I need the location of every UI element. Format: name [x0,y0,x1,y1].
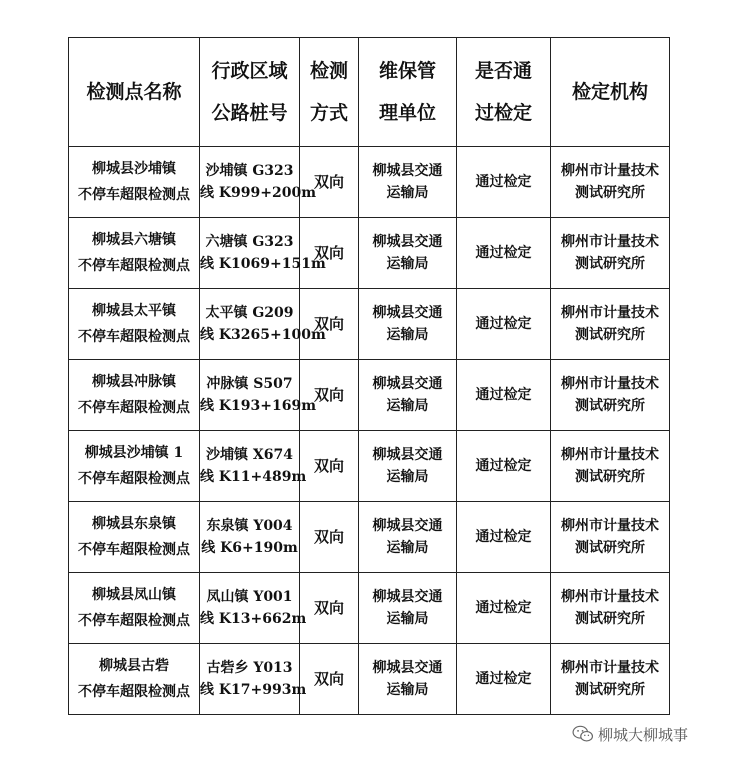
cell-station-name-line: 不停车超限检测点 [78,613,190,629]
table-row [69,147,670,218]
cell-agency [551,147,670,218]
cell-maintenance [359,502,457,573]
header-maintenance: 维保管 理单位 [359,38,457,147]
cell-maintenance-line: 柳城县交通 [372,376,443,392]
cell-agency [551,644,670,715]
cell-station-name [69,573,200,644]
cell-agency-line: 柳州市计量技术 [561,447,659,463]
cell-maintenance-line: 运输局 [386,540,429,556]
cell-station-name-line: 不停车超限检测点 [78,471,190,487]
header-method: 检测 方式 [300,38,359,147]
cell-passed: 通过检定 [457,218,551,289]
cell-station-name-line: 柳城县六塘镇 [92,232,176,248]
table-header-row [69,38,670,147]
header-agency: 检定机构 [551,38,670,147]
header-location: 行政区域 公路桩号 [200,38,300,147]
cell-agency-line: 测试研究所 [575,611,645,627]
cell-station-name-line: 不停车超限检测点 [78,684,190,700]
table-row [69,289,670,360]
cell-agency-line: 测试研究所 [575,327,645,343]
cell-agency-line: 柳州市计量技术 [561,234,659,250]
table-row [69,431,670,502]
cell-station-name-line: 柳城县古砦 [99,658,169,674]
cell-maintenance [359,218,457,289]
cell-passed: 通过检定 [457,289,551,360]
cell-agency-line: 测试研究所 [575,256,645,272]
cell-station-name [69,644,200,715]
wechat-icon [572,725,594,743]
cell-maintenance-line: 运输局 [386,327,429,343]
cell-maintenance-line: 运输局 [386,682,429,698]
cell-agency-line: 柳州市计量技术 [561,589,659,605]
cell-maintenance-line: 运输局 [386,469,429,485]
cell-passed: 通过检定 [457,147,551,218]
cell-location-line: 太平镇 G209 [205,305,294,321]
cell-method: 双向 [300,360,359,431]
cell-maintenance [359,289,457,360]
cell-passed: 通过检定 [457,431,551,502]
cell-station-name-line: 柳城县冲脉镇 [92,374,176,390]
cell-station-name-line: 不停车超限检测点 [78,542,190,558]
cell-location-line: 线 K11+489m [200,469,307,485]
cell-agency-line: 柳州市计量技术 [561,660,659,676]
cell-location-line: 线 K6+190m [201,540,298,556]
cell-location-line: 冲脉镇 S507 [206,376,293,392]
cell-station-name-line: 柳城县沙埔镇 [92,161,176,177]
cell-maintenance [359,573,457,644]
cell-location [200,289,326,360]
inspection-table [68,37,670,715]
cell-station-name [69,289,200,360]
watermark-text: 柳城大柳城事 [598,725,689,744]
cell-location-line: 六塘镇 G323 [205,234,294,250]
cell-location-line: 线 K13+662m [200,611,307,627]
cell-location-line: 沙埔镇 G323 [205,163,294,179]
cell-station-name-line: 柳城县沙埔镇 1 [84,445,184,461]
cell-location-line: 线 K193+169m [200,398,317,414]
table-row [69,644,670,715]
cell-passed: 通过检定 [457,644,551,715]
cell-agency-line: 柳州市计量技术 [561,518,659,534]
cell-location [200,147,317,218]
header-station-name: 检测点名称 [69,38,200,147]
cell-station-name [69,360,200,431]
cell-agency-line: 柳州市计量技术 [561,305,659,321]
cell-location-line: 线 K17+993m [200,682,307,698]
cell-station-name-line: 不停车超限检测点 [78,258,190,274]
cell-maintenance-line: 运输局 [386,611,429,627]
cell-location [200,644,307,715]
cell-maintenance-line: 柳城县交通 [372,163,443,179]
cell-maintenance-line: 运输局 [386,185,429,201]
cell-location-line: 东泉镇 Y004 [206,518,293,534]
cell-agency-line: 柳州市计量技术 [561,376,659,392]
cell-maintenance [359,147,457,218]
table-row [69,218,670,289]
cell-agency [551,431,670,502]
cell-station-name [69,218,200,289]
cell-location [200,502,300,573]
cell-station-name [69,502,200,573]
table-row [69,573,670,644]
cell-agency [551,218,670,289]
cell-agency-line: 测试研究所 [575,540,645,556]
watermark [568,722,692,746]
cell-location [200,431,307,502]
cell-maintenance-line: 柳城县交通 [372,518,443,534]
cell-passed: 通过检定 [457,360,551,431]
cell-station-name-line: 柳城县东泉镇 [92,516,176,532]
cell-method: 双向 [300,289,359,360]
cell-agency [551,360,670,431]
cell-agency-line: 测试研究所 [575,682,645,698]
cell-location-line: 凤山镇 Y001 [206,589,293,605]
cell-location-line: 线 K999+200m [200,185,317,201]
cell-location [200,573,307,644]
cell-location-line: 沙埔镇 X674 [206,447,293,463]
cell-agency [551,573,670,644]
cell-maintenance-line: 柳城县交通 [372,234,443,250]
cell-agency-line: 柳州市计量技术 [561,163,659,179]
cell-location [200,218,326,289]
cell-location-line: 线 K1069+151m [200,256,326,272]
cell-maintenance-line: 运输局 [386,256,429,272]
cell-agency [551,289,670,360]
cell-method: 双向 [300,147,359,218]
cell-station-name-line: 不停车超限检测点 [78,187,190,203]
cell-station-name-line: 不停车超限检测点 [78,400,190,416]
cell-method: 双向 [300,431,359,502]
table-row [69,502,670,573]
header-passed: 是否通 过检定 [457,38,551,147]
cell-agency-line: 测试研究所 [575,185,645,201]
cell-maintenance [359,431,457,502]
cell-station-name [69,431,200,502]
table-row [69,360,670,431]
cell-station-name-line: 柳城县凤山镇 [92,587,176,603]
cell-location-line: 古砦乡 Y013 [206,660,293,676]
cell-station-name-line: 柳城县太平镇 [92,303,176,319]
cell-location-line: 线 K3265+100m [200,327,326,343]
cell-method: 双向 [300,644,359,715]
cell-maintenance-line: 柳城县交通 [372,447,443,463]
cell-station-name-line: 不停车超限检测点 [78,329,190,345]
cell-passed: 通过检定 [457,573,551,644]
cell-maintenance-line: 柳城县交通 [372,305,443,321]
cell-agency-line: 测试研究所 [575,469,645,485]
cell-maintenance-line: 柳城县交通 [372,589,443,605]
cell-station-name [69,147,200,218]
cell-passed: 通过检定 [457,502,551,573]
cell-maintenance-line: 柳城县交通 [372,660,443,676]
cell-method: 双向 [300,573,359,644]
cell-method: 双向 [300,218,359,289]
cell-maintenance-line: 运输局 [386,398,429,414]
cell-agency [551,502,670,573]
cell-maintenance [359,644,457,715]
cell-method: 双向 [300,502,359,573]
cell-location [200,360,317,431]
cell-agency-line: 测试研究所 [575,398,645,414]
cell-maintenance [359,360,457,431]
